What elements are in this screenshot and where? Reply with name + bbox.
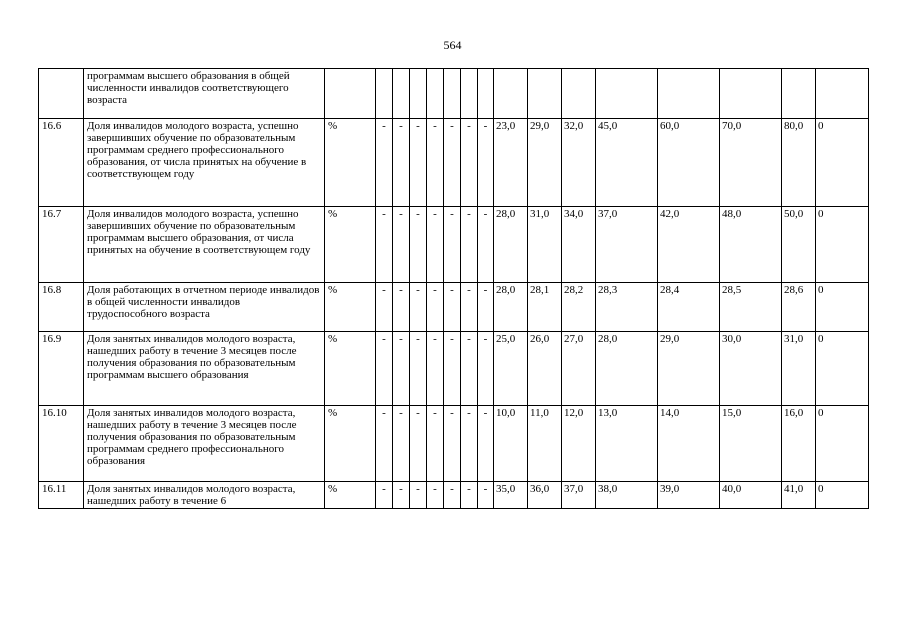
value-cell: 60,0 bbox=[658, 119, 720, 207]
table-row bbox=[39, 119, 869, 207]
empty-year-cell: - bbox=[427, 283, 444, 332]
row-code-cell bbox=[39, 69, 84, 119]
value-cell: 0 bbox=[816, 119, 869, 207]
value-cell bbox=[596, 69, 658, 119]
empty-year-cell: - bbox=[376, 119, 393, 207]
table-row bbox=[39, 482, 869, 509]
value-cell: 25,0 bbox=[494, 332, 528, 406]
value-cell: 42,0 bbox=[658, 207, 720, 283]
empty-year-cell: - bbox=[427, 482, 444, 509]
value-cell: 38,0 bbox=[596, 482, 658, 509]
value-cell: 0 bbox=[816, 332, 869, 406]
empty-year-cell: - bbox=[410, 332, 427, 406]
row-description-cell: программам высшего образования в общей численности инвалидов соответствующего возраста bbox=[84, 69, 325, 119]
value-cell: 30,0 bbox=[720, 332, 782, 406]
row-unit-cell: % bbox=[325, 482, 376, 509]
empty-year-cell: - bbox=[461, 406, 478, 482]
row-unit-cell bbox=[325, 69, 376, 119]
row-code-cell: 16.9 bbox=[39, 332, 84, 406]
value-cell: 50,0 bbox=[782, 207, 816, 283]
value-cell: 28,5 bbox=[720, 283, 782, 332]
value-cell: 0 bbox=[816, 283, 869, 332]
empty-year-cell: - bbox=[444, 119, 461, 207]
value-cell: 35,0 bbox=[494, 482, 528, 509]
empty-year-cell: - bbox=[478, 482, 494, 509]
value-cell: 0 bbox=[816, 207, 869, 283]
empty-year-cell: - bbox=[410, 482, 427, 509]
value-cell: 34,0 bbox=[562, 207, 596, 283]
indicator-table bbox=[38, 68, 869, 509]
row-unit-cell: % bbox=[325, 207, 376, 283]
row-unit-cell: % bbox=[325, 283, 376, 332]
empty-year-cell: - bbox=[410, 207, 427, 283]
row-description-cell: Доля занятых инвалидов молодого возраста, нашедших работу в течение 6 bbox=[84, 482, 325, 509]
value-cell: 39,0 bbox=[658, 482, 720, 509]
value-cell: 26,0 bbox=[528, 332, 562, 406]
value-cell: 36,0 bbox=[528, 482, 562, 509]
value-cell: 28,3 bbox=[596, 283, 658, 332]
value-cell: 0 bbox=[816, 406, 869, 482]
empty-year-cell: - bbox=[393, 207, 410, 283]
empty-year-cell: - bbox=[376, 332, 393, 406]
empty-year-cell: - bbox=[461, 119, 478, 207]
row-unit-cell: % bbox=[325, 406, 376, 482]
row-description-cell: Доля занятых инвалидов молодого возраста, нашедших работу в течение 3 месяцев после получения образования по образовательным программам среднего профессионального образования bbox=[84, 406, 325, 482]
row-code-cell: 16.6 bbox=[39, 119, 84, 207]
value-cell: 14,0 bbox=[658, 406, 720, 482]
value-cell: 37,0 bbox=[596, 207, 658, 283]
empty-year-cell: - bbox=[427, 207, 444, 283]
empty-year-cell: - bbox=[444, 332, 461, 406]
empty-year-cell: - bbox=[376, 207, 393, 283]
value-cell: 28,2 bbox=[562, 283, 596, 332]
value-cell: 15,0 bbox=[720, 406, 782, 482]
empty-year-cell bbox=[410, 69, 427, 119]
value-cell: 0 bbox=[816, 482, 869, 509]
row-unit-cell: % bbox=[325, 332, 376, 406]
value-cell bbox=[782, 69, 816, 119]
empty-year-cell: - bbox=[478, 119, 494, 207]
value-cell bbox=[816, 69, 869, 119]
empty-year-cell bbox=[461, 69, 478, 119]
value-cell: 28,0 bbox=[494, 283, 528, 332]
empty-year-cell: - bbox=[410, 283, 427, 332]
value-cell: 16,0 bbox=[782, 406, 816, 482]
value-cell bbox=[562, 69, 596, 119]
value-cell: 37,0 bbox=[562, 482, 596, 509]
row-code-cell: 16.7 bbox=[39, 207, 84, 283]
empty-year-cell bbox=[444, 69, 461, 119]
row-description-cell: Доля инвалидов молодого возраста, успешно завершивших обучение по образовательным программам высшего образования, от числа принятых на обучение в соответствующем году bbox=[84, 207, 325, 283]
empty-year-cell: - bbox=[376, 283, 393, 332]
value-cell: 29,0 bbox=[528, 119, 562, 207]
value-cell bbox=[528, 69, 562, 119]
empty-year-cell: - bbox=[478, 406, 494, 482]
value-cell bbox=[720, 69, 782, 119]
value-cell: 32,0 bbox=[562, 119, 596, 207]
empty-year-cell: - bbox=[478, 283, 494, 332]
empty-year-cell: - bbox=[461, 332, 478, 406]
value-cell bbox=[658, 69, 720, 119]
value-cell: 70,0 bbox=[720, 119, 782, 207]
empty-year-cell: - bbox=[461, 283, 478, 332]
table-row bbox=[39, 283, 869, 332]
empty-year-cell: - bbox=[410, 119, 427, 207]
empty-year-cell: - bbox=[427, 406, 444, 482]
empty-year-cell: - bbox=[410, 406, 427, 482]
table-row bbox=[39, 406, 869, 482]
empty-year-cell: - bbox=[376, 482, 393, 509]
row-unit-cell: % bbox=[325, 119, 376, 207]
row-code-cell: 16.8 bbox=[39, 283, 84, 332]
empty-year-cell: - bbox=[427, 332, 444, 406]
value-cell: 10,0 bbox=[494, 406, 528, 482]
value-cell bbox=[494, 69, 528, 119]
empty-year-cell: - bbox=[393, 332, 410, 406]
empty-year-cell: - bbox=[393, 482, 410, 509]
empty-year-cell: - bbox=[444, 482, 461, 509]
value-cell: 80,0 bbox=[782, 119, 816, 207]
value-cell: 41,0 bbox=[782, 482, 816, 509]
empty-year-cell: - bbox=[478, 332, 494, 406]
value-cell: 31,0 bbox=[782, 332, 816, 406]
row-description-cell: Доля работающих в отчетном периоде инвалидов в общей численности инвалидов трудоспособного возраста bbox=[84, 283, 325, 332]
value-cell: 12,0 bbox=[562, 406, 596, 482]
value-cell: 23,0 bbox=[494, 119, 528, 207]
value-cell: 45,0 bbox=[596, 119, 658, 207]
empty-year-cell: - bbox=[478, 207, 494, 283]
empty-year-cell: - bbox=[461, 207, 478, 283]
value-cell: 28,6 bbox=[782, 283, 816, 332]
value-cell: 27,0 bbox=[562, 332, 596, 406]
table-row bbox=[39, 207, 869, 283]
empty-year-cell bbox=[478, 69, 494, 119]
empty-year-cell: - bbox=[444, 283, 461, 332]
table-row bbox=[39, 69, 869, 119]
value-cell: 28,0 bbox=[494, 207, 528, 283]
empty-year-cell: - bbox=[393, 283, 410, 332]
value-cell: 28,0 bbox=[596, 332, 658, 406]
value-cell: 29,0 bbox=[658, 332, 720, 406]
empty-year-cell: - bbox=[427, 119, 444, 207]
value-cell: 40,0 bbox=[720, 482, 782, 509]
value-cell: 48,0 bbox=[720, 207, 782, 283]
value-cell: 28,1 bbox=[528, 283, 562, 332]
value-cell: 28,4 bbox=[658, 283, 720, 332]
page-number: 564 bbox=[443, 38, 462, 52]
empty-year-cell: - bbox=[376, 406, 393, 482]
empty-year-cell bbox=[376, 69, 393, 119]
empty-year-cell: - bbox=[444, 406, 461, 482]
empty-year-cell bbox=[393, 69, 410, 119]
table-row bbox=[39, 332, 869, 406]
row-description-cell: Доля занятых инвалидов молодого возраста, нашедших работу в течение 3 месяцев после получения образования по образовательным программам высшего образования bbox=[84, 332, 325, 406]
value-cell: 13,0 bbox=[596, 406, 658, 482]
empty-year-cell: - bbox=[444, 207, 461, 283]
row-code-cell: 16.11 bbox=[39, 482, 84, 509]
value-cell: 31,0 bbox=[528, 207, 562, 283]
empty-year-cell: - bbox=[393, 119, 410, 207]
empty-year-cell: - bbox=[461, 482, 478, 509]
empty-year-cell bbox=[427, 69, 444, 119]
row-description-cell: Доля инвалидов молодого возраста, успешно завершивших обучение по образовательным программам среднего профессионального образования, от числа принятых на обучение в соответствующем году bbox=[84, 119, 325, 207]
value-cell: 11,0 bbox=[528, 406, 562, 482]
row-code-cell: 16.10 bbox=[39, 406, 84, 482]
empty-year-cell: - bbox=[393, 406, 410, 482]
